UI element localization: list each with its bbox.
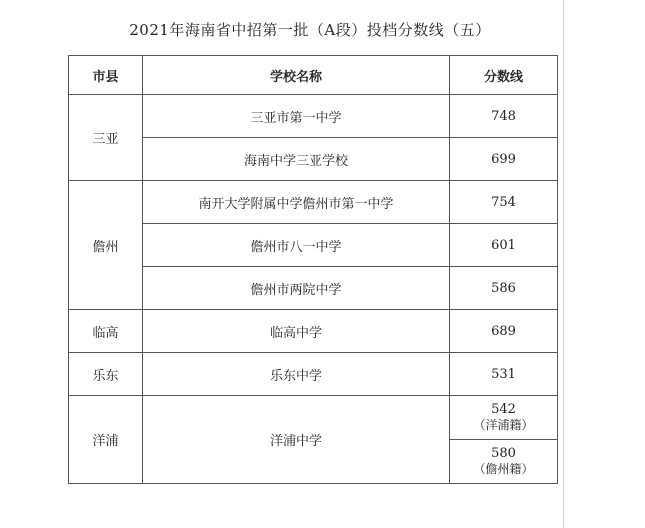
score-cell: 754 [450, 181, 558, 224]
table-row [69, 181, 558, 224]
table-row [69, 95, 558, 138]
table-row [69, 396, 558, 440]
city-cell: 临高 [69, 310, 143, 353]
table-header-row [69, 56, 558, 95]
school-cell: 乐东中学 [143, 353, 450, 396]
school-cell: 海南中学三亚学校 [143, 138, 450, 181]
score-cell: 748 [450, 95, 558, 138]
score-value: 580 [491, 446, 516, 461]
score-cell [450, 440, 558, 484]
school-cell: 洋浦中学 [143, 396, 450, 484]
score-note: （洋浦籍） [473, 418, 534, 432]
school-cell: 儋州市两院中学 [143, 267, 450, 310]
table-row [69, 267, 558, 310]
page-title: 2021年海南省中招第一批（A段）投档分数线（五） [129, 21, 491, 39]
score-cell: 601 [450, 224, 558, 267]
score-cell [450, 396, 558, 440]
header-city: 市县 [69, 56, 143, 95]
city-cell: 洋浦 [69, 396, 143, 484]
table-row [69, 224, 558, 267]
school-cell: 儋州市八一中学 [143, 224, 450, 267]
score-cell: 586 [450, 267, 558, 310]
page-edge-rule [563, 0, 564, 528]
score-table [68, 55, 558, 484]
score-cell: 699 [450, 138, 558, 181]
score-cell: 689 [450, 310, 558, 353]
school-cell: 南开大学附属中学儋州市第一中学 [143, 181, 450, 224]
score-value: 542 [491, 402, 516, 417]
table-row [69, 310, 558, 353]
school-cell: 三亚市第一中学 [143, 95, 450, 138]
table-row [69, 353, 558, 396]
header-score: 分数线 [450, 56, 558, 95]
table-row [69, 138, 558, 181]
city-cell: 儋州 [69, 181, 143, 310]
city-cell: 三亚 [69, 95, 143, 181]
city-cell: 乐东 [69, 353, 143, 396]
score-note: （儋州籍） [473, 462, 534, 476]
header-school: 学校名称 [143, 56, 450, 95]
score-cell: 531 [450, 353, 558, 396]
school-cell: 临高中学 [143, 310, 450, 353]
